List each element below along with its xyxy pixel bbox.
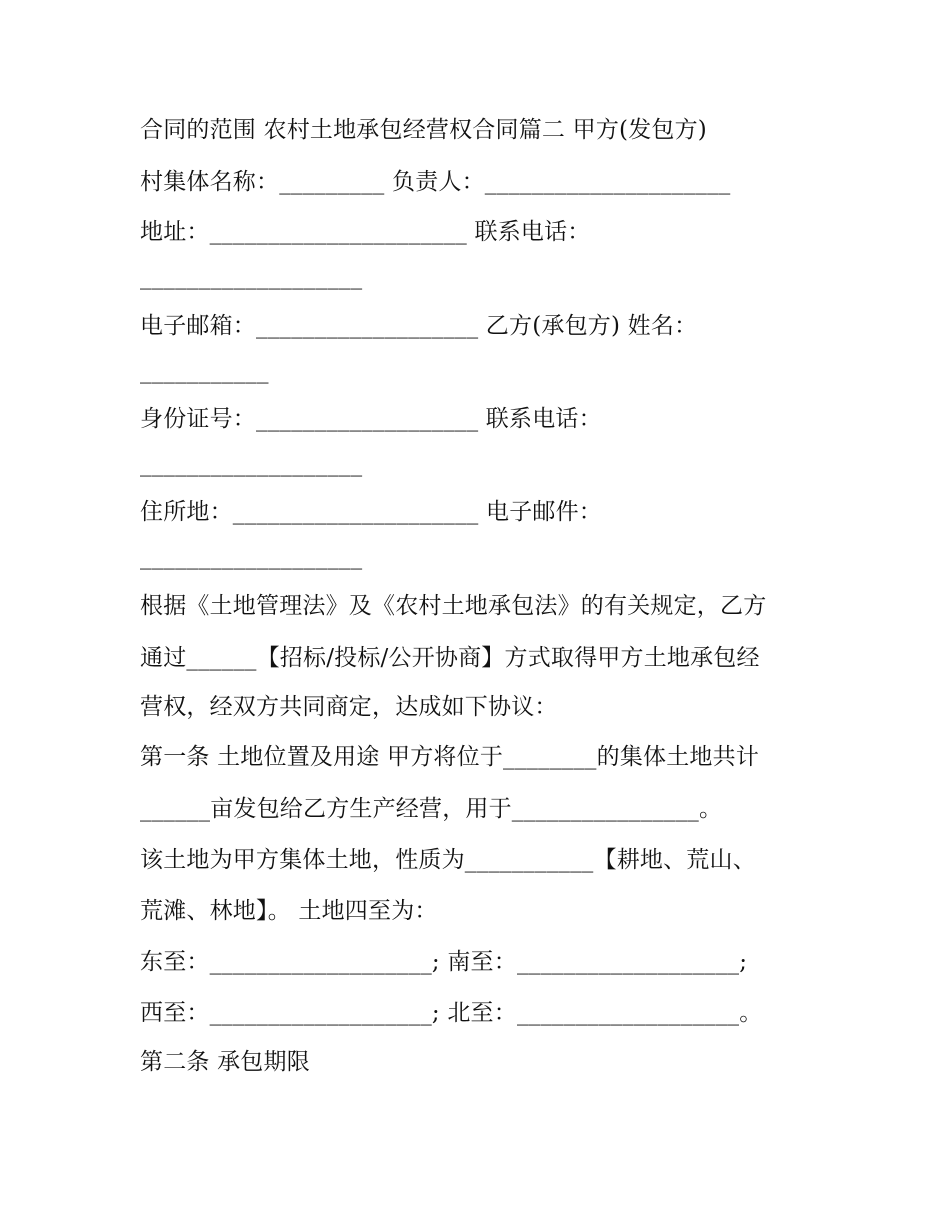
contract-heading-line: 合同的范围 农村土地承包经营权合同篇二 甲方(发包方): [140, 117, 707, 143]
village-collective-name-line: 村集体名称：_________ 负责人：_____________________: [140, 169, 731, 195]
preamble-line-3: 营权，经双方共同商定，达成如下协议：: [140, 694, 558, 720]
land-nature-line-1: 该土地为甲方集体土地，性质为___________【耕地、荒山、: [140, 847, 756, 873]
boundary-east-south-line: 东至：___________________; 南至：___________________;: [140, 949, 748, 975]
party-b-id-line: 身份证号：___________________ 联系电话：: [140, 406, 602, 432]
preamble-line-1: 根据《土地管理法》及《农村土地承包法》的有关规定，乙方: [140, 593, 767, 619]
party-a-phone-blank: ___________________: [140, 264, 363, 290]
party-a-email-line: 电子邮箱：___________________ 乙方(承包方) 姓名：: [140, 313, 698, 339]
land-nature-line-2: 荒滩、林地】。 土地四至为：: [140, 898, 438, 924]
party-b-name-blank: ___________: [140, 358, 269, 384]
party-b-phone-blank: ___________________: [140, 451, 363, 477]
article-one-line-1: 第一条 土地位置及用途 甲方将位于________的集体土地共计: [140, 744, 760, 770]
article-one-line-2: ______亩发包给乙方生产经营，用于________________。: [140, 796, 723, 822]
party-b-residence-line: 住所地：_____________________ 电子邮件：: [140, 499, 603, 525]
preamble-line-2: 通过______【招标/投标/公开协商】方式取得甲方土地承包经: [140, 645, 760, 671]
boundary-west-north-line: 西至：___________________; 北至：___________________。: [140, 1000, 763, 1026]
party-b-email-blank: ___________________: [140, 544, 363, 570]
party-a-address-line: 地址：______________________ 联系电话：: [140, 219, 591, 245]
article-two-heading: 第二条 承包期限: [140, 1049, 310, 1075]
